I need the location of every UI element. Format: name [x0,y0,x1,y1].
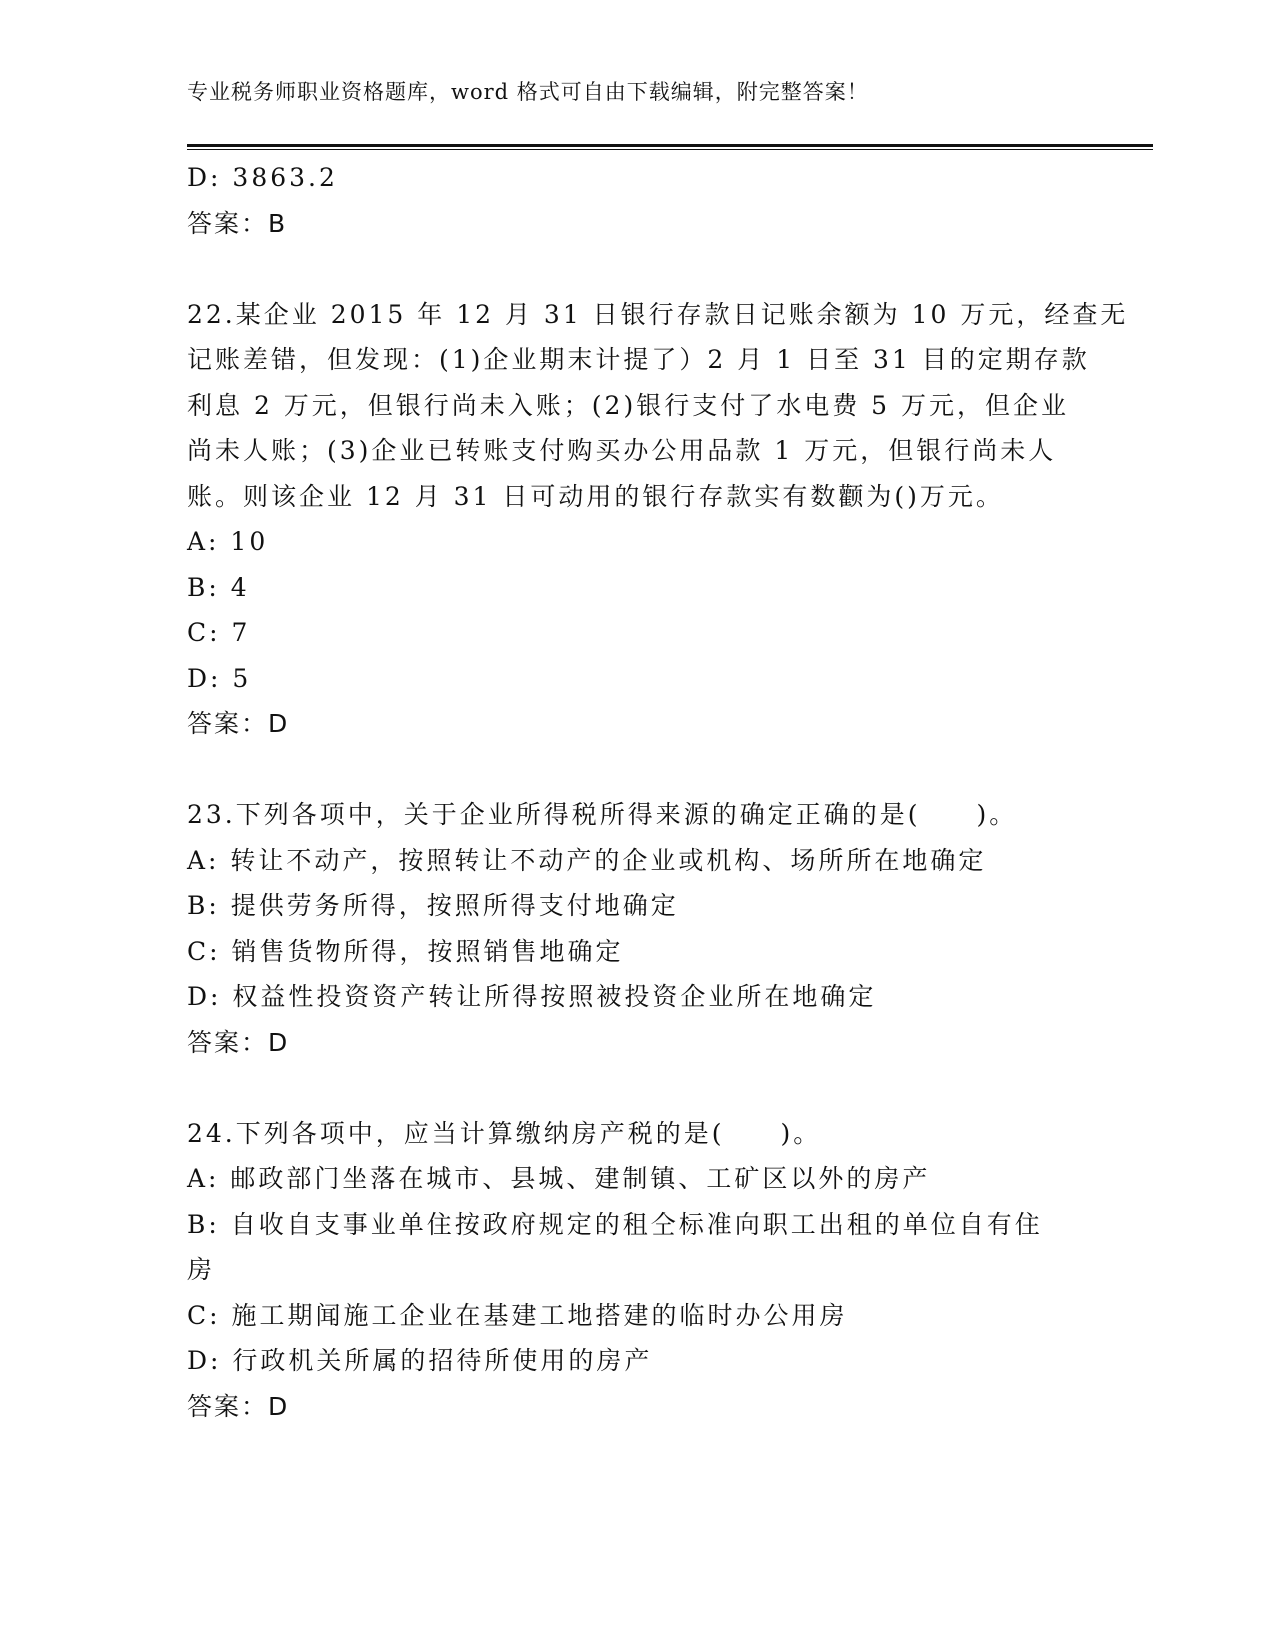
header-rule [187,144,1153,150]
spacer [187,1065,1087,1111]
q22-answer: 答案：D [187,709,290,738]
prev-answer: 答案：B [187,208,288,238]
prev-option-d: D: 3863.2 [187,163,338,192]
q22-option-b: B: 4 [187,572,250,602]
q22-stem-line-1: 22.某企业 2015 年 12 月 31 日银行存款日记账余额为 10 万元，经查无 [187,299,1129,329]
q22-option-a: A: 10 [187,527,269,556]
question-23 [187,792,1087,1065]
q23-option-d: D: 权益性投资资产转让所得按照被投资企业所在地确定 [187,982,877,1011]
q23-option-a: A: 转让不动产，按照转让不动产的企业或机构、场所所在地确定 [187,845,987,875]
q23-answer: 答案：D [187,1027,290,1057]
q22-stem-line-2: 记账差错，但发现：(1)企业期末计提了）2 月 1 日至 31 目的定期存款 [187,345,1090,374]
q23-option-b: B: 提供劳务所得，按照所得支付地确定 [187,891,679,920]
document-body [187,155,1129,1429]
q24-option-a: A: 邮政部门坐落在城市、县城、建制镇、工矿区以外的房产 [187,1164,931,1193]
q22-stem-line-4: 尚未人账；(3)企业已转账支付购买办公用品款 1 万元，但银行尚未人 [187,436,1057,465]
q24-option-d: D: 行政机关所属的招待所使用的房产 [187,1346,653,1375]
q24-option-b-line-2: 房 [187,1255,216,1284]
q23-option-c: C: 销售货物所得，按照销售地确定 [187,936,624,966]
q23-stem: 23.下列各项中，关于企业所得税所得来源的确定正确的是( )。 [187,800,1018,829]
spacer [187,246,1087,292]
q24-option-b-line-1: B: 自收自支事业单住按政府规定的租仝标准向职工出租的单位自有住 [187,1209,1043,1239]
q24-option-c: C: 施工期闻施工企业在基建工地搭建的临时办公用房 [187,1300,848,1330]
q22-stem-line-5: 账。则该企业 12 月 31 日可动用的银行存款实有数颧为()万元。 [187,481,1004,511]
page-header: 专业税务师职业资格题库，word 格式可自由下载编辑，附完整答案！ [187,80,869,104]
q22-option-c: C: 7 [187,618,251,647]
question-22 [187,292,1129,747]
q24-answer: 答案：D [187,1391,290,1421]
question-24 [187,1111,1087,1430]
q24-stem: 24.下列各项中，应当计算缴纳房产税的是( )。 [187,1118,822,1148]
q22-stem-line-3: 利息 2 万元，但银行尚未入账；(2)银行支付了水电费 5 万元，但企业 [187,390,1070,420]
q22-option-d: D: 5 [187,663,252,693]
spacer [187,747,1087,793]
